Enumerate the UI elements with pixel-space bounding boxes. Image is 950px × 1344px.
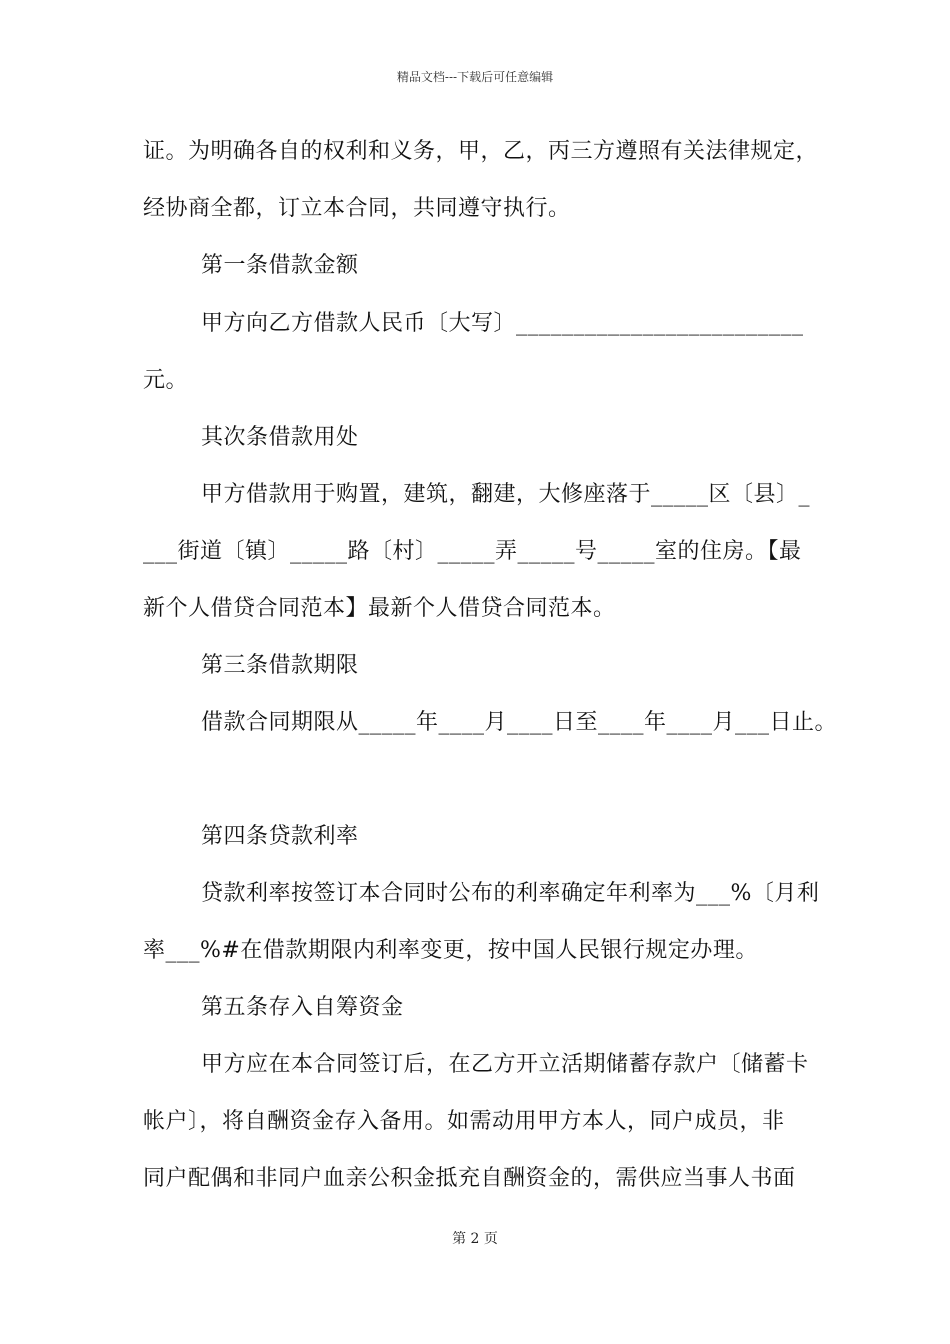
section-heading-1: 第一条借款金额 bbox=[201, 253, 359, 278]
body-line-3: 甲方向乙方借款人民币〔大写〕_________________________ bbox=[201, 311, 804, 336]
body-line-6: ___街道〔镇〕_____路〔村〕_____弄_____号_____室的住房。【最 bbox=[143, 539, 802, 564]
page-header: 精品文档---下载后可任意编辑 bbox=[396, 70, 554, 84]
section-heading-2: 其次条借款用处 bbox=[201, 425, 359, 450]
section-heading-4: 第四条贷款利率 bbox=[201, 824, 359, 849]
section-heading-3: 第三条借款期限 bbox=[201, 653, 359, 678]
body-line-10: 率___%#在借款期限内利率变更，按中国人民银行规定办理。 bbox=[143, 938, 758, 963]
body-line-4: 元。 bbox=[143, 368, 189, 393]
body-line-2: 经协商全都，订立本合同，共同遵守执行。 bbox=[143, 196, 571, 221]
page-number: 第 2 页 bbox=[452, 1231, 498, 1247]
body-line-11: 甲方应在本合同签订后，在乙方开立活期储蓄存款户〔储蓄卡 bbox=[201, 1052, 809, 1077]
body-line-5: 甲方借款用于购置，建筑，翻建，大修座落于_____区〔县〕_ bbox=[201, 482, 811, 507]
body-line-13: 同户配偶和非同户血亲公积金抵充自酬资金的，需供应当事人书面 bbox=[143, 1166, 796, 1191]
body-line-8: 借款合同期限从_____年____月____日至____年____月___日止。 bbox=[201, 710, 838, 735]
body-line-1: 证。为明确各自的权利和义务，甲，乙，丙三方遵照有关法律规定， bbox=[143, 139, 819, 164]
section-heading-5: 第五条存入自筹资金 bbox=[201, 995, 404, 1020]
body-line-7: 新个人借贷合同范本】最新个人借贷合同范本。 bbox=[143, 596, 616, 621]
body-line-9: 贷款利率按签订本合同时公布的利率确定年利率为___%〔月利 bbox=[201, 881, 820, 906]
body-line-12: 帐户〕，将自酬资金存入备用。如需动用甲方本人，同户成员，非 bbox=[143, 1109, 785, 1134]
